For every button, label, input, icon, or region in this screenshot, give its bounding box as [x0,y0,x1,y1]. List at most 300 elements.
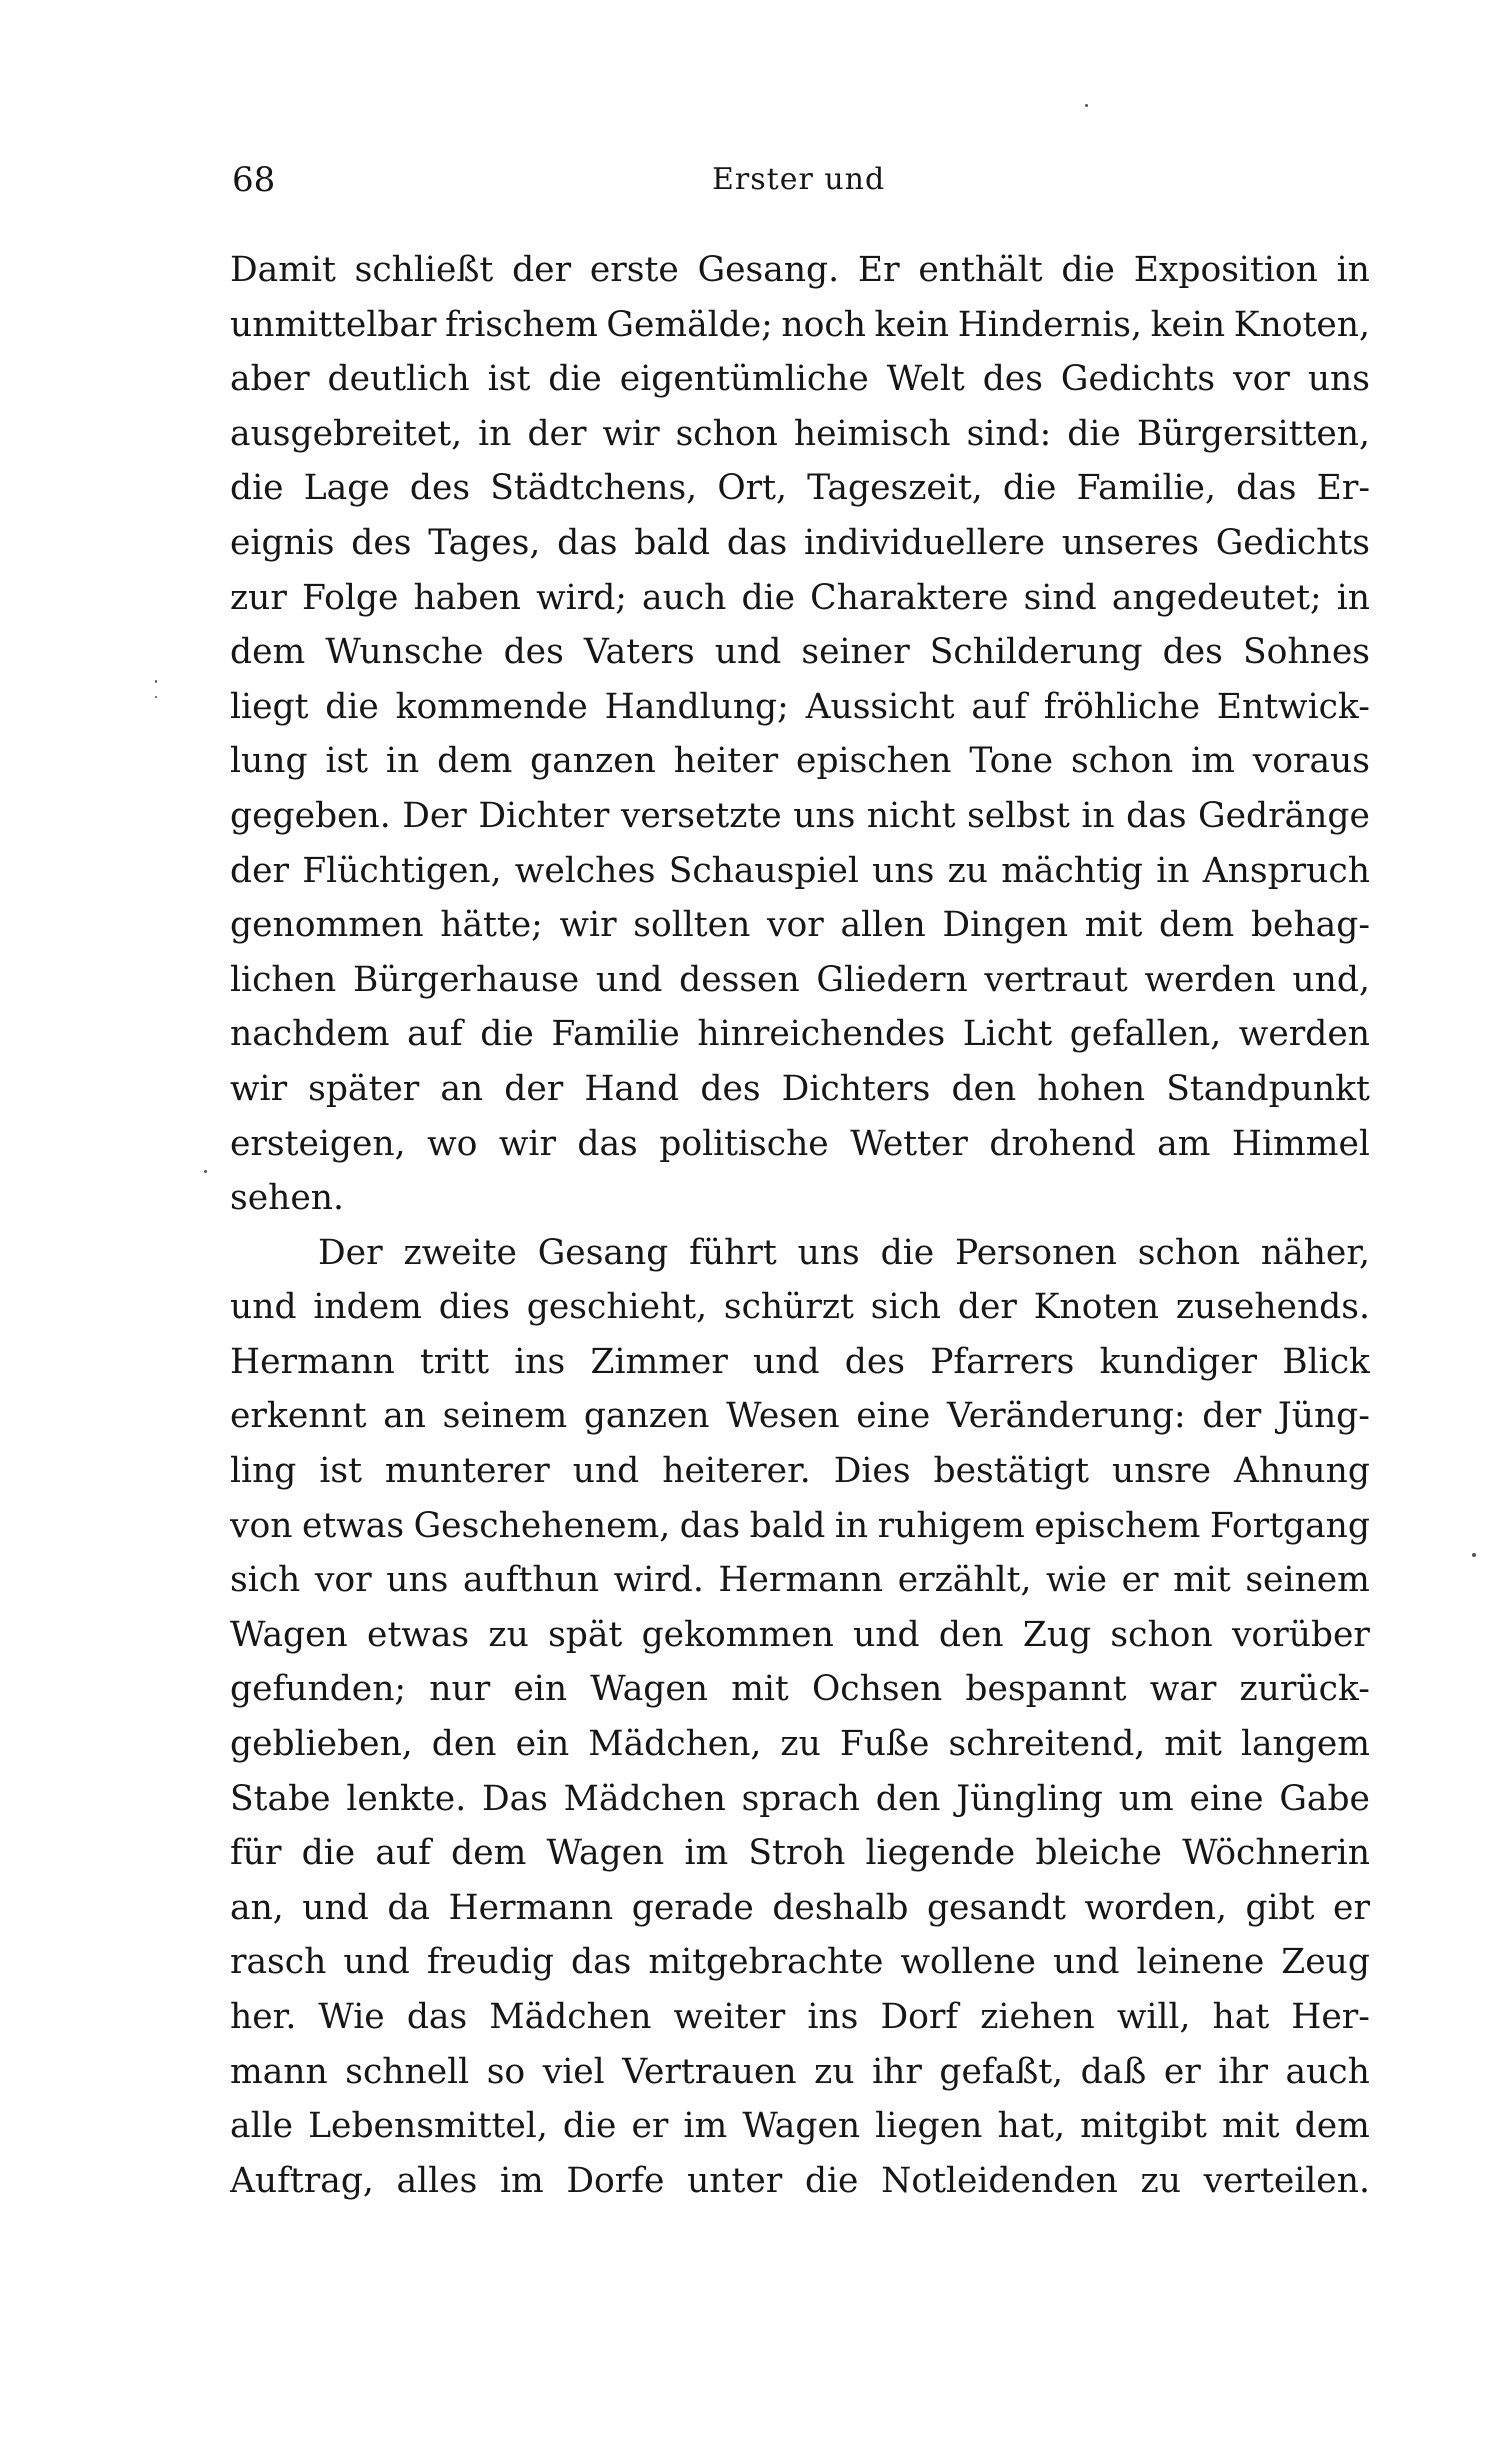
word: Wagen [590,1669,708,1710]
text-line [230,1389,1370,1444]
word: deutlich [327,359,470,400]
word: deshalb [772,1887,909,1928]
word: schon [1110,1614,1213,1655]
word: Exposition [1133,250,1318,290]
word: weiter [673,1997,786,2037]
word: heiter [673,741,779,782]
paper-speck [204,1170,207,1173]
word: der [512,250,572,290]
word: fröhliche [1043,686,1200,727]
word: seiner [801,632,910,673]
text-line [230,1280,1370,1335]
word: epischem [1034,1505,1201,1546]
word: die [1067,413,1121,454]
word: Gabe [1279,1778,1370,1819]
word: der [504,1068,564,1109]
word: und [1052,1942,1120,1983]
word: an [383,1396,426,1437]
word: sind [1023,577,1097,618]
word: bespannt [965,1669,1127,1710]
word: Wagen [742,2106,861,2147]
word: Auftrag, [230,2160,374,2201]
word: Gedichts [1215,522,1370,563]
word: Entwick- [1216,686,1370,727]
word: Mädchen [489,1997,652,2037]
word: in [1336,577,1370,618]
word: bleiche [1035,1833,1162,1874]
word: haben [413,577,522,618]
word: war [1149,1669,1217,1710]
word: gerade [631,1887,754,1928]
word: zurück- [1239,1669,1370,1710]
word: Mädchen, [588,1724,762,1765]
word: mächtig [1001,850,1144,891]
body-text [230,243,1370,2208]
word: Zimmer [590,1341,728,1382]
word: in [1156,850,1190,891]
word: Vertrauen [622,2051,797,2092]
word: und [853,1614,920,1655]
paper-speck [1085,104,1088,107]
word: Hermann [718,1560,884,1601]
word: Jüngling [956,1778,1103,1819]
word: Hand [584,1068,680,1109]
word: mitgibt [1080,2106,1207,2147]
word: und [753,1341,820,1382]
word: geschieht, [526,1287,708,1328]
word: Pfarrers [930,1341,1075,1382]
word: zu [1140,2160,1181,2201]
word: für [230,1833,282,1874]
word: Welt [886,359,965,400]
word: sehen. [230,1178,344,1219]
word: das [726,522,788,563]
word: die [741,577,796,618]
word: Wie [318,1997,385,2037]
word: versetzte [620,795,782,836]
word: näher, [1260,1232,1370,1273]
paper-speck [155,680,157,683]
word: zu [814,2051,855,2092]
word: Hindernis, [957,304,1142,345]
word: ihr [872,2051,922,2092]
word: voraus [1252,741,1370,782]
word: Er- [1316,468,1370,509]
word: ist [325,741,369,782]
word: kommende [395,686,588,727]
page-header [232,150,1382,210]
word: Gliedern [816,959,968,1000]
word: kein [1150,304,1226,345]
word: zur [230,577,287,618]
word: Veränderung: [946,1396,1186,1437]
word: Fuße [839,1724,930,1765]
word: Wagen [546,1833,665,1874]
text-line [230,953,1370,1008]
word: die [1002,468,1057,509]
word: vorüber [1231,1614,1370,1655]
word: ziehen [980,1997,1095,2037]
word: unter [687,2160,783,2201]
word: das [571,1942,632,1983]
word: und [302,1887,369,1928]
word: Wunsche [325,632,484,673]
text-line [230,516,1370,571]
word: liegt [230,686,309,727]
word: die [562,2106,617,2147]
word: Knoten [1033,1287,1159,1328]
word: Mädchen [563,1778,726,1819]
word: hinreichendes [697,1014,946,1055]
word: Personen [955,1232,1117,1273]
word: uns [872,850,935,891]
word: ein [515,1724,570,1765]
word: uns [1307,359,1370,400]
word: selbst [967,795,1070,836]
word: Er [857,250,900,290]
word: Gedränge [1198,795,1370,836]
word: dem [451,1833,527,1874]
word: mit [1164,1724,1222,1765]
word: die [880,1232,935,1273]
running-head: Erster und [712,162,886,197]
word: freudig [426,1942,554,1983]
word: sprach [741,1778,860,1819]
word: Lebensmittel, [308,2106,548,2147]
word: liegen [875,2106,983,2147]
text-line [230,1007,1370,1062]
text-line [230,1062,1370,1117]
word: enthält [918,250,1043,290]
word: das [1126,795,1187,836]
word: mitgebrachte [648,1942,884,1983]
word: Zeug [1281,1942,1370,1983]
word: Schilderung [929,632,1143,673]
word: im [1191,741,1235,782]
word: munterer [384,1451,550,1492]
word: im [684,1833,729,1874]
word: sich [230,1560,301,1601]
word: die [1061,250,1115,290]
word: später [308,1068,420,1109]
word: Wetter [850,1123,968,1164]
word: dem [1294,2106,1370,2147]
word: wir [498,1123,556,1164]
word: das [577,1123,638,1164]
text-line [230,1881,1370,1936]
text-line [230,461,1370,516]
word: ruhigem [877,1505,1025,1546]
word: Bürgerhause [352,959,580,1000]
word: auf [375,1833,431,1874]
word: Gedichts [1060,359,1216,400]
text-line [230,1717,1370,1772]
word: dies [438,1287,510,1328]
word: gegeben. [230,795,391,836]
word: verteilen. [1203,2160,1370,2201]
word: der [230,850,289,891]
word: Aussicht [805,686,955,727]
text-line [230,1335,1370,1390]
word: Sohnes [1242,632,1370,673]
text-line [230,2045,1370,2100]
word: da [387,1887,430,1928]
text-line [230,298,1370,353]
word: Lage [303,468,390,509]
word: nur [429,1669,491,1710]
word: er [1333,1887,1370,1928]
word: im [683,2106,728,2147]
word: den [875,1778,941,1819]
word: angedeutet; [1111,577,1322,618]
word: kundiger [1099,1341,1258,1382]
word: schnell [345,2051,470,2092]
word: indem [313,1287,422,1328]
word: wird; [536,577,627,618]
word: Dingen [942,905,1069,946]
word: die [325,686,379,727]
word: Knoten, [1233,304,1370,345]
word: Standpunkt [1166,1068,1370,1109]
word: an [440,1068,484,1109]
word: seinem [1245,1560,1370,1601]
word: rasch [230,1942,327,1983]
word: geblieben, [230,1724,413,1765]
word: schon [1137,1232,1241,1273]
word: in [1081,795,1115,836]
word: daß [1080,2051,1147,2092]
word: langem [1240,1724,1370,1765]
word: mit [1173,1560,1231,1601]
word: das [557,522,618,563]
word: ist [319,1451,362,1492]
word: Tone [969,741,1054,782]
word: um [1118,1778,1174,1819]
word: eigentümliche [619,359,869,400]
word: gibt [1245,1887,1315,1928]
word: Ahnung [1234,1451,1370,1492]
word: wo [427,1123,478,1164]
word: ein [513,1669,568,1710]
word: spät [548,1614,623,1655]
word: tritt [419,1341,490,1382]
word: des [409,468,471,509]
word: Ochsen [812,1669,943,1710]
text-line [230,243,1370,298]
word: Schauspiel [668,850,859,891]
word: frischem [445,304,598,345]
word: wir [230,1068,288,1109]
word: aber [230,359,310,400]
word: nachdem [230,1014,390,1055]
word: erste [589,250,679,290]
word: dem [437,741,513,782]
word: Dorf [880,1997,959,2037]
text-line [230,680,1370,735]
word: allen [840,905,926,946]
word: individuellere [803,522,1045,563]
word: kein [874,304,950,345]
word: will, [1116,1997,1191,2037]
text-line [230,844,1370,899]
word: sich [870,1287,942,1328]
word: und [714,632,782,673]
word: unseres [1061,522,1199,563]
word: Dichter [478,795,610,836]
word: uns [797,1232,860,1273]
word: welches [514,850,656,891]
text-line [230,1662,1370,1717]
word: schürzt [723,1287,854,1328]
word: Gesang [537,1232,669,1273]
word: des [982,359,1043,400]
word: dessen [679,959,800,1000]
word: unsre [1112,1451,1212,1492]
word: Stabe [230,1778,331,1819]
word: in [1336,250,1370,290]
word: drohend [989,1123,1136,1164]
word: nicht [866,795,956,836]
text-line [230,2099,1370,2154]
word: des [1162,632,1223,673]
word: politische [659,1123,829,1164]
word: der [1202,1396,1262,1437]
text-line [230,1990,1370,2045]
word: Dies [833,1451,911,1492]
text-line [230,898,1370,953]
word: unmittelbar [230,304,437,345]
word: aufthun [462,1560,600,1601]
word: und [343,1942,410,1983]
word: bestätigt [933,1451,1090,1492]
word: ganzen [583,1396,710,1437]
word: des [503,632,564,673]
word: seinem [442,1396,568,1437]
word: an, [230,1887,284,1928]
word: zu [947,850,988,891]
word: er [1163,2051,1201,2092]
word: erkennt [230,1396,367,1437]
word: dem [1159,905,1235,946]
word: er [1121,1560,1159,1601]
word: lenkte. [346,1778,467,1819]
word: den [951,1068,1017,1109]
word: Tages, [428,522,541,563]
word: genommen [230,905,424,946]
word: schon [675,413,778,454]
word: Gesang. [697,250,840,290]
text-line [230,1171,1370,1226]
word: gefaßt, [939,2051,1064,2092]
word: vor [766,905,824,946]
word: am [1157,1123,1211,1164]
text-line [230,1553,1370,1608]
word: schon [1070,741,1174,782]
word: Handlung; [604,686,789,727]
word: ling [230,1451,297,1492]
word: bald [634,522,711,563]
word: Das [481,1778,548,1819]
word: dem [230,632,306,673]
word: Städtchens, [490,468,698,509]
text-line [230,1772,1370,1827]
word: zu [780,1724,821,1765]
word: gefunden; [230,1669,407,1710]
word: gesandt [926,1887,1066,1928]
word: bald [749,1505,826,1546]
word: in [834,1505,869,1546]
word: Tageszeit, [807,468,983,509]
word: Notleidenden [881,2160,1118,2201]
word: werden [1238,1014,1370,1055]
word: in [478,413,512,454]
word: liegende [865,1833,1016,1874]
word: der [957,1287,1017,1328]
word: viel [542,2051,605,2092]
word: mann [230,2051,328,2092]
word: Folge [302,577,399,618]
word: im [499,2160,544,2201]
word: das [406,1997,468,2037]
word: alles [396,2160,478,2201]
paper-speck [155,696,157,698]
text-line [230,1226,1370,1281]
word: epischen [796,741,952,782]
word: die [548,359,602,400]
word: Wagen [230,1614,348,1655]
word: Bürgersitten, [1136,413,1370,454]
word: mit [731,1669,789,1710]
word: auf [971,686,1027,727]
word: mit [1221,2106,1280,2147]
text-line [230,1826,1370,1881]
word: und [230,1287,297,1328]
word: Hermann [448,1887,614,1928]
text-line [230,571,1370,626]
word: ins [807,1997,859,2037]
word: hat [1212,1997,1270,2037]
word: führt [689,1232,777,1273]
word: von [230,1505,293,1546]
word: eine [1189,1778,1264,1819]
word: und [572,1451,640,1492]
word: Geschehenem, [413,1505,671,1546]
word: Flüchtigen, [302,850,502,891]
word: mit [1084,905,1143,946]
word: den [431,1724,497,1765]
word: wird. [613,1560,704,1601]
word: ins [514,1341,566,1382]
word: in [385,741,420,782]
word: eignis [230,522,335,563]
word: gekommen [641,1614,834,1655]
word: Wöchnerin [1182,1833,1370,1874]
word: des [351,522,412,563]
word: hat, [997,2106,1066,2147]
word: werden [1144,959,1276,1000]
word: zusehends. [1175,1287,1370,1328]
text-line [230,1117,1370,1172]
word: die [230,468,284,509]
word: Anspruch [1202,850,1370,891]
word: erzählt, [897,1560,1032,1601]
text-line [230,2154,1370,2209]
word: schließt [354,250,494,290]
word: ihr [1218,2051,1268,2092]
text-line [230,789,1370,844]
word: her. [230,1997,297,2037]
word: leinene [1136,1942,1265,1983]
